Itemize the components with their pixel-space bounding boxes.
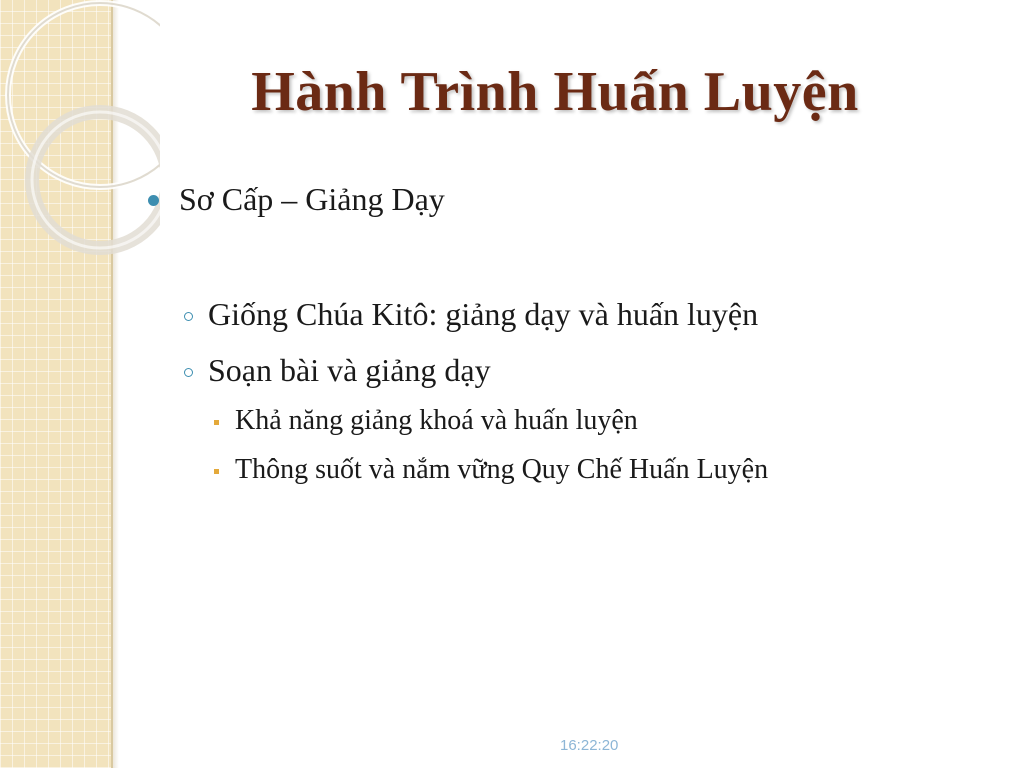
bullet-text: Giống Chúa Kitô: giảng dạy và huấn luyện (208, 296, 759, 332)
hollow-circle-bullet-icon (184, 312, 193, 321)
bullet-level3-item (214, 405, 638, 437)
filled-circle-bullet-icon (148, 195, 159, 206)
bullet-text: Thông suốt và nắm vững Quy Chế Huấn Luyện (235, 454, 769, 485)
slide-title: Hành Trình Huấn Luyện (251, 61, 859, 123)
bullet-text: Sơ Cấp – Giảng Dạy (179, 181, 445, 217)
decorative-rings-icon (0, 0, 160, 300)
bullet-text: Khả năng giảng khoá và huấn luyện (235, 405, 638, 436)
hollow-circle-bullet-icon (184, 368, 193, 377)
footer-timestamp: 16:22:20 (560, 737, 619, 754)
bullet-level2-item (184, 296, 758, 333)
small-square-bullet-icon (214, 420, 219, 425)
bullet-level1-item (148, 181, 445, 218)
bullet-level2-item (184, 352, 491, 389)
bullet-text: Soạn bài và giảng dạy (208, 352, 491, 388)
small-square-bullet-icon (214, 469, 219, 474)
bullet-level3-item (214, 454, 768, 486)
